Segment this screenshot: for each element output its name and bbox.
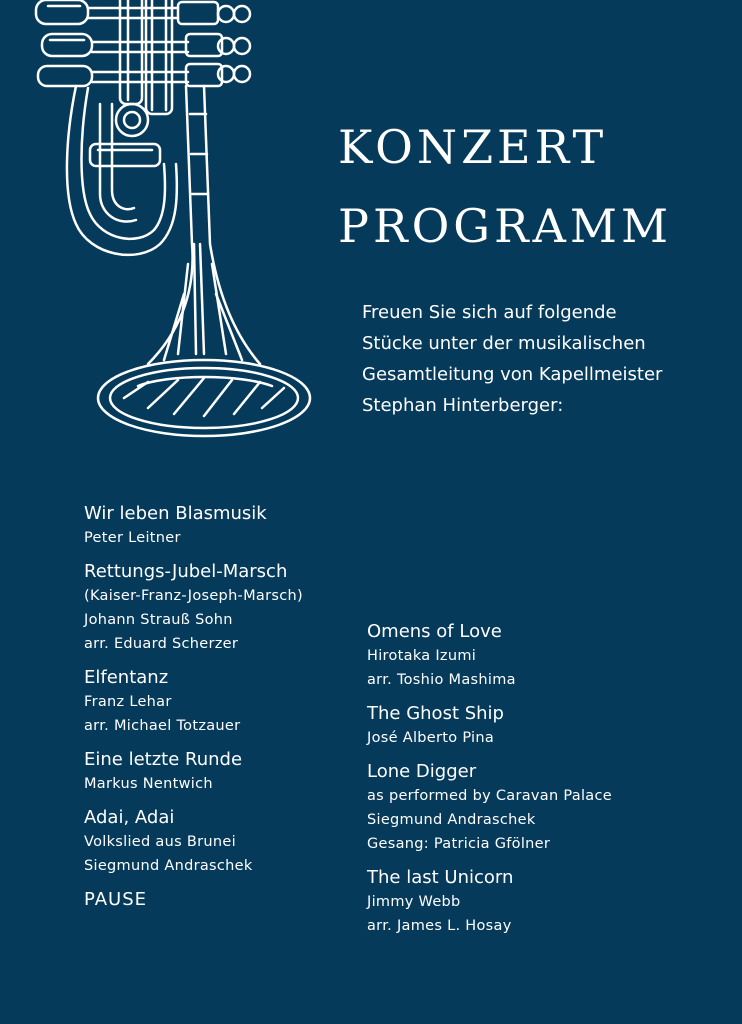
piece-detail: arr. Eduard Scherzer bbox=[84, 636, 239, 652]
program-item bbox=[367, 866, 727, 938]
program-item bbox=[367, 620, 727, 692]
piece-detail: Franz Lehar bbox=[84, 694, 172, 710]
piece-detail: Siegmund Andraschek bbox=[367, 812, 536, 828]
piece-detail: José Alberto Pina bbox=[367, 730, 495, 746]
piece-detail: Hirotaka Izumi bbox=[367, 648, 477, 664]
piece-detail: Volkslied aus Brunei bbox=[84, 834, 236, 850]
piece-title: Omens of Love bbox=[367, 621, 502, 642]
program-item bbox=[84, 666, 354, 738]
program-item bbox=[84, 560, 354, 656]
pause-label: PAUSE bbox=[84, 889, 147, 910]
intro-line: Stücke unter der musikalischen bbox=[362, 333, 646, 354]
program-item bbox=[84, 806, 354, 878]
program-item bbox=[84, 502, 354, 550]
piece-detail: (Kaiser-Franz-Joseph-Marsch) bbox=[84, 588, 303, 604]
program-item bbox=[367, 760, 727, 856]
intro-text bbox=[362, 297, 712, 421]
piece-title: Wir leben Blasmusik bbox=[84, 503, 267, 524]
piece-title: The last Unicorn bbox=[367, 867, 514, 888]
title-line-2: PROGRAMM bbox=[338, 199, 673, 253]
piece-title: Adai, Adai bbox=[84, 807, 175, 828]
piece-detail: Peter Leitner bbox=[84, 530, 181, 546]
piece-detail: arr. James L. Hosay bbox=[367, 918, 512, 934]
intro-line: Stephan Hinterberger: bbox=[362, 395, 564, 416]
piece-title: Rettungs-Jubel-Marsch bbox=[84, 561, 288, 582]
program-column-left bbox=[84, 502, 354, 912]
piece-title: Elfentanz bbox=[84, 667, 169, 688]
piece-detail: Siegmund Andraschek bbox=[84, 858, 253, 874]
intro-line: Freuen Sie sich auf folgende bbox=[362, 302, 617, 323]
piece-detail: Jimmy Webb bbox=[367, 894, 461, 910]
piece-title: Eine letzte Runde bbox=[84, 749, 243, 770]
piece-detail: as performed by Caravan Palace bbox=[367, 788, 612, 804]
piece-title: Lone Digger bbox=[367, 761, 477, 782]
trumpet-icon bbox=[28, 0, 318, 454]
program-item bbox=[84, 748, 354, 796]
piece-title: The Ghost Ship bbox=[367, 703, 504, 724]
title-line-1: KONZERT bbox=[338, 120, 608, 174]
program-column-right bbox=[367, 620, 727, 948]
intro-line: Gesamtleitung von Kapellmeister bbox=[362, 364, 663, 385]
piece-detail: Johann Strauß Sohn bbox=[84, 612, 233, 628]
program-item bbox=[367, 702, 727, 750]
piece-detail: Gesang: Patricia Gfölner bbox=[367, 836, 551, 852]
piece-detail: Markus Nentwich bbox=[84, 776, 213, 792]
piece-detail: arr. Michael Totzauer bbox=[84, 718, 241, 734]
piece-detail: arr. Toshio Mashima bbox=[367, 672, 516, 688]
